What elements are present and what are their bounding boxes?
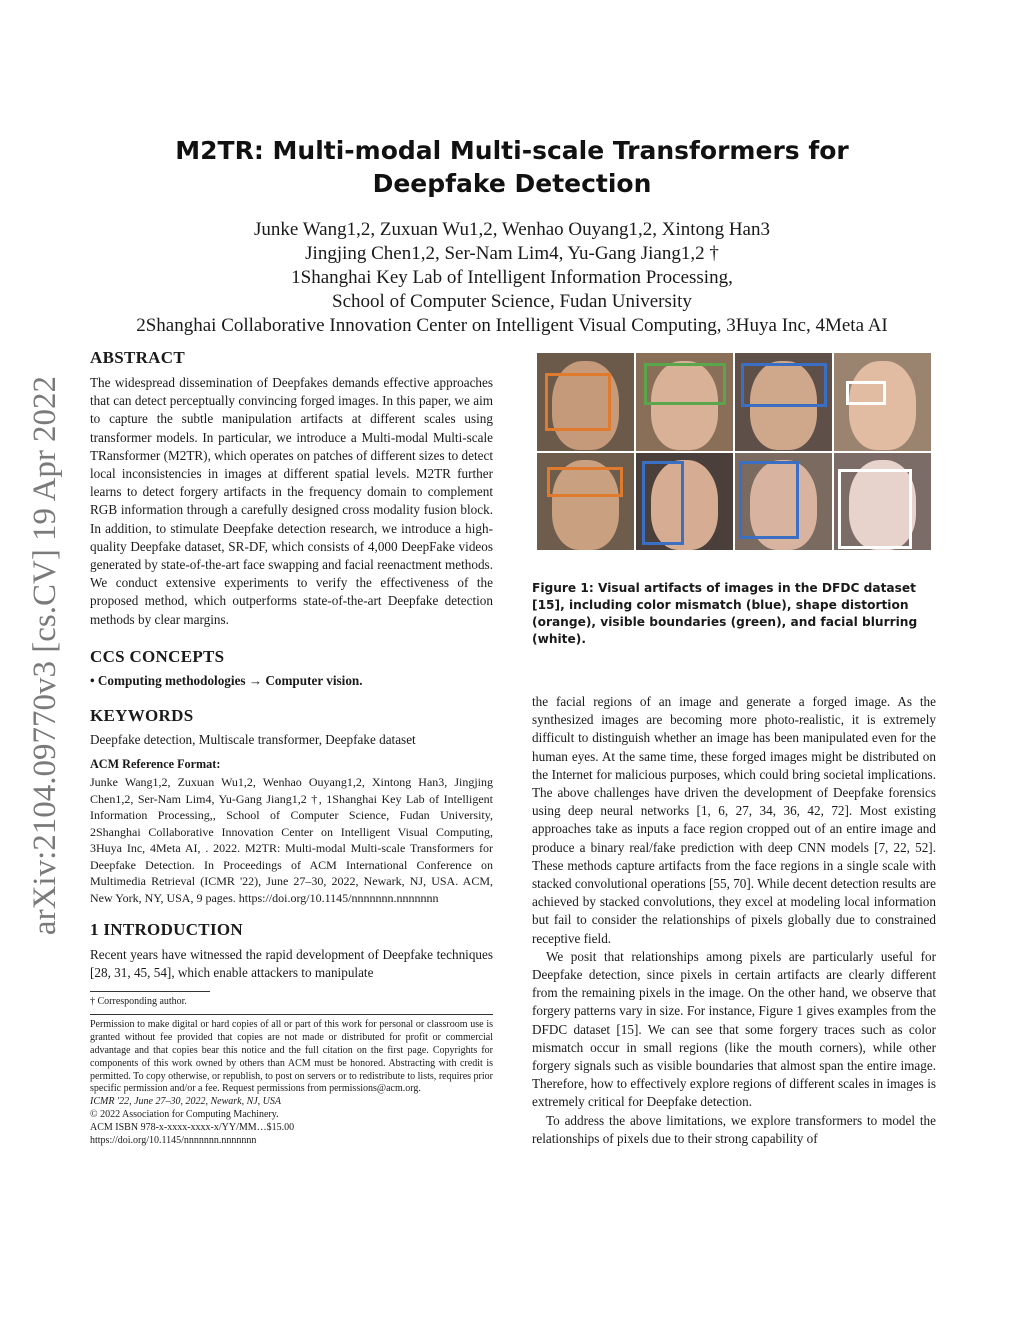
figure-1-image-grid <box>537 353 931 550</box>
artifact-box-orange <box>545 373 611 431</box>
title-line-1: M2TR: Multi-modal Multi-scale Transformers for <box>175 136 849 165</box>
face-image-6 <box>636 453 733 551</box>
arxiv-stamp <box>24 355 68 955</box>
doi-link[interactable]: https://doi.org/10.1145/nnnnnnn.nnnnnnn <box>90 1134 257 1146</box>
copyright-line: © 2022 Association for Computing Machinery. <box>90 1109 279 1121</box>
footnote-rule <box>90 991 210 992</box>
face-image-7 <box>735 453 832 551</box>
artifact-box-blue <box>642 461 684 545</box>
face-image-8 <box>834 453 931 551</box>
intro-heading: 1 INTRODUCTION <box>90 920 243 940</box>
abstract-text: The widespread dissemination of Deepfakes demands effective approaches that can detect perceptually convincing forged images. In this paper, we aim to capture the subtle manipulation artifacts at different scales using transformer models. In particular, we introduce a Multi-modal Multi-scale TRansformer (M2TR), which operates on patches of different sizes to detect local inconsistencies in images at different spatial levels. M2TR further learns to detect forgery artifacts in the frequency domain to complement RGB information through a carefully designed cross modality fusion block. In addition, to stimulate Deepfake detection research, we introduce a high-quality Deepfake dataset, SR-DF, which consists of 4,000 DeepFake videos generated by state-of-the-art face swapping and facial reenactment methods. We conduct extensive experiments to verify the effectiveness of the proposed method, which outperforms state-of-the-art Deepfake detection methods by clear margins. <box>90 375 493 627</box>
affiliation-line-2: School of Computer Science, Fudan University <box>332 291 692 312</box>
acm-ref-heading: ACM Reference Format: <box>90 757 221 772</box>
footnote-text: † Corresponding author. <box>90 995 187 1007</box>
artifact-box-blue <box>741 363 827 407</box>
isbn-line: ACM ISBN 978-x-xxxx-xxxx-x/YY/MM…$15.00 <box>90 1121 295 1133</box>
authors-line-2: Jingjing Chen1,2, Ser-Nam Lim4, Yu-Gang Jiang1,2 † <box>305 243 719 264</box>
artifact-box-orange <box>547 467 623 497</box>
keywords-text: Deepfake detection, Multiscale transformer, Deepfake dataset <box>90 732 416 748</box>
artifact-box-white <box>846 381 886 405</box>
right-para-1: the facial regions of an image and generate a forged image. As the synthesized images are becoming more photo-realistic, it is extremely difficult to distinguish whether an image has been manipulated even for the human eyes. At the same time, these forged images might be distributed on the Internet for malicious purposes, which could bring societal implications. The above challenges have driven the development of Deepfake forensics using deep neural networks [1, 6, 27, 34, 36, 42, 72]. Most existing approaches take as inputs a face region cropped out of an entire image and produce a binary real/fake prediction with deep CNN models [7, 22, 52]. These methods capture artifacts from the face regions in a single scale with stacked convolutional operations [55, 70]. While decent detection results are achieved by stacked convolutions, they excel at modeling local information but fail to consider the relationships of pixels globally due to constrained receptive field. <box>532 694 936 946</box>
face-image-5 <box>537 453 634 551</box>
right-para-2: We posit that relationships among pixels are particularly useful for Deepfake detection, since pixels in certain artifacts are clearly different from the remaining pixels in the image. On the other hand, we observe that forgery patterns vary in size. For instance, Figure 1 gives examples from the DFDC dataset [15]. We can see that some forgery traces such as color mismatch occur in small regions (like the mouth corners), while other forgery signals such as visible boundaries that almost span the entire image. Therefore, how to effectively explore regions of different scales in images is extremely critical for Deepfake detection. <box>532 948 936 1110</box>
figure-1-caption: Figure 1: Visual artifacts of images in the DFDC dataset [15], including color mismatch (blue), shape distortion (orange), visible boundaries (green), and facial blurring (white). <box>532 581 918 646</box>
abstract-heading: ABSTRACT <box>90 348 185 367</box>
artifact-box-green <box>644 363 726 405</box>
face-image-3 <box>735 353 832 451</box>
conference-line: ICMR '22, June 27–30, 2022, Newark, NJ, USA <box>90 1096 282 1108</box>
artifact-box-blue <box>739 461 799 539</box>
affiliation-line-1: 1Shanghai Key Lab of Intelligent Information Processing, <box>291 267 733 288</box>
title-line-2: Deepfake Detection <box>372 169 652 198</box>
authors-line-1: Junke Wang1,2, Zuxuan Wu1,2, Wenhao Ouyang1,2, Xintong Han3 <box>254 219 770 240</box>
affiliation-line-3: 2Shanghai Collaborative Innovation Center on Intelligent Visual Computing, 3Huya Inc, 4Meta AI <box>136 315 888 336</box>
intro-para-1: Recent years have witnessed the rapid development of Deepfake techniques [28, 31, 45, 54], which enable attackers to manipulate <box>90 947 493 981</box>
keywords-heading: KEYWORDS <box>90 706 194 726</box>
author-block <box>60 218 964 338</box>
arxiv-id: arXiv:2104.09770v3 [cs.CV] 19 Apr 2022 <box>27 375 64 935</box>
acm-ref-text: Junke Wang1,2, Zuxuan Wu1,2, Wenhao Ouyang1,2, Xintong Han3, Jingjing Chen1,2, Ser-Nam Lim4, Yu-Gang Jiang1,2 †, 1Shanghai Key Lab of Intelligent Information Processing,, School of Computer Science, Fudan University, 2Shanghai Collaborative Innovation Center on Intelligent Visual Computing, 3Huya Inc, 4Meta AI, . 2022. M2TR: Multi-modal Multi-scale Transformers for Deepfake Detection. In Proceedings of ACM International Conference on Multimedia Retrieval (ICMR '22), June 27–30, 2022, Newark, NJ, USA. ACM, New York, NY, USA, 9 pages. https://doi.org/10.1145/nnnnnnn.nnnnnnn <box>90 775 493 905</box>
left-column <box>90 348 493 1147</box>
permission-rule <box>90 1014 493 1015</box>
face-image-1 <box>537 353 634 451</box>
right-para-3: To address the above limitations, we explore transformers to model the relationships of pixels due to their strong capability of <box>532 1112 936 1146</box>
face-image-2 <box>636 353 733 451</box>
permission-text: Permission to make digital or hard copies of all or part of this work for personal or classroom use is granted without fee provided that copies are not made or distributed for profit or commercial advantage and that copies bear this notice and the full citation on the first page. Copyrights for components of this work owned by others than ACM must be honored. Abstracting with credit is permitted. To copy otherwise, or republish, to post on servers or to redistribute to lists, requires prior specific permission and/or a fee. Request permissions from permissions@acm.org. <box>90 1019 493 1095</box>
right-column <box>532 693 936 1148</box>
artifact-box-white <box>838 469 912 549</box>
face-image-4 <box>834 353 931 451</box>
paper-title <box>100 134 924 200</box>
ccs-heading: CCS CONCEPTS <box>90 646 225 666</box>
ccs-text: • Computing methodologies → Computer vision. <box>90 672 363 688</box>
